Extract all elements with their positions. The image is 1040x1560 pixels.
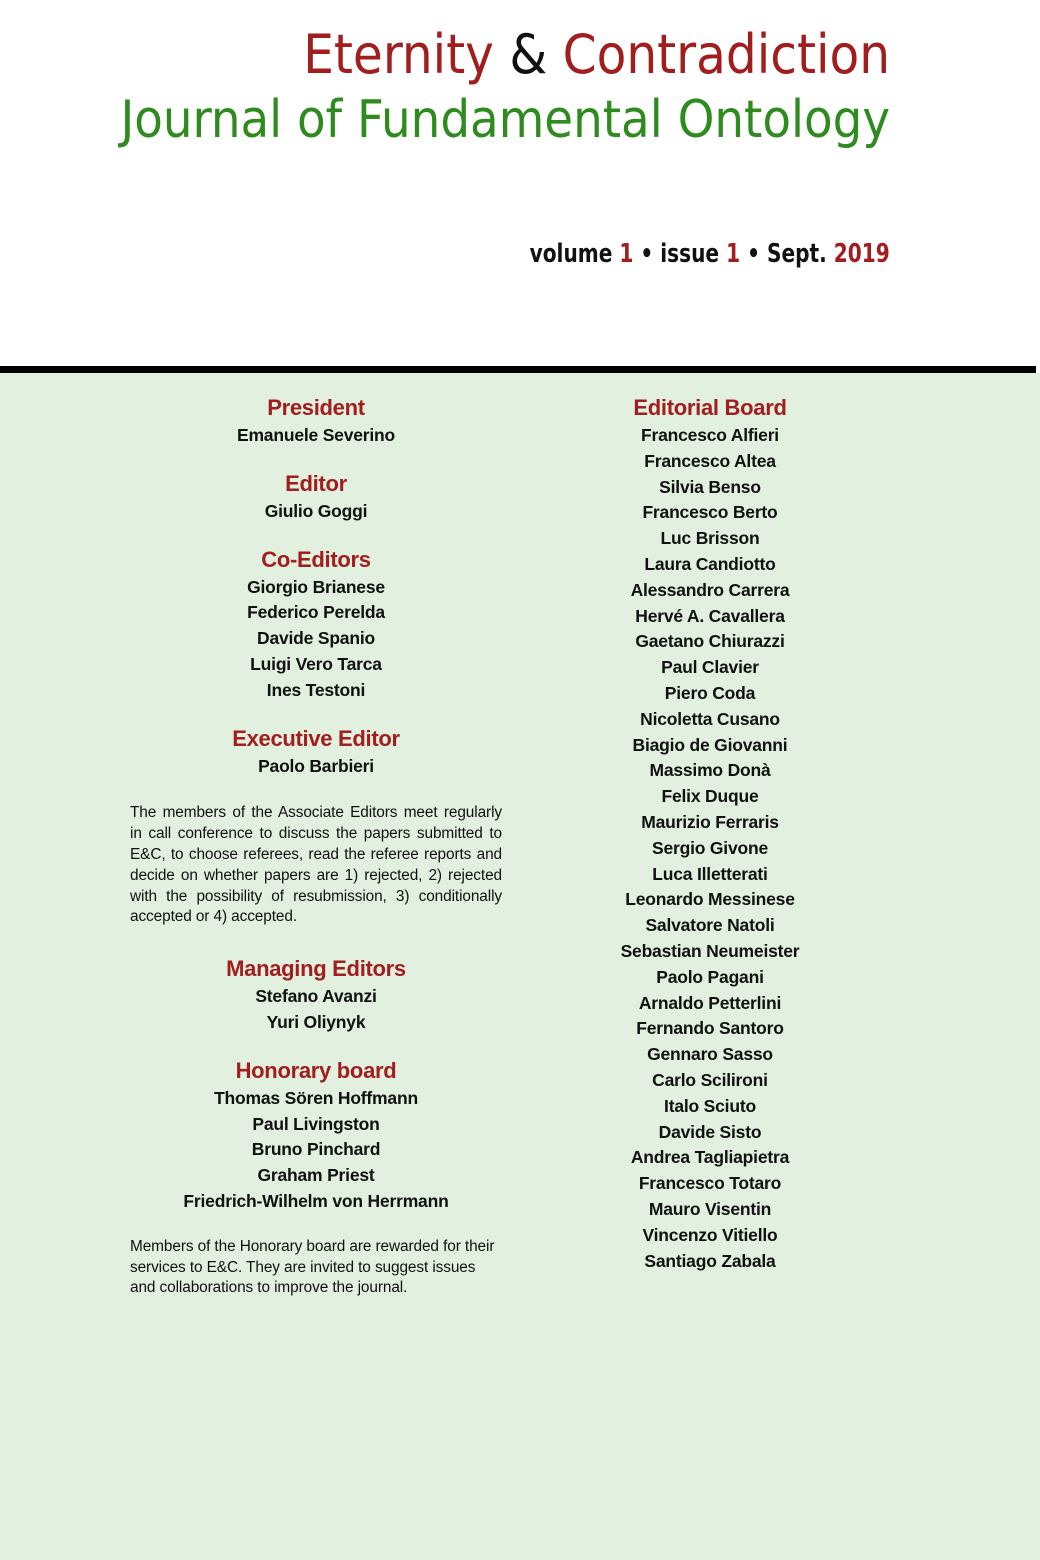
person-name: Hervé A. Cavallera	[635, 605, 785, 626]
person-name: Francesco Alfieri	[641, 425, 779, 445]
separator-bullet: •	[640, 239, 654, 269]
masthead-left-column	[130, 393, 502, 1325]
honorary-board-note: Members of the Honorary board are rewarded for their services to E&C. They are invited to suggest issues and collaborations to improve the journal.	[130, 1237, 495, 1297]
section-president	[130, 393, 502, 449]
person-name: Giulio Goggi	[264, 500, 368, 521]
person-name: Felix Duque	[661, 786, 759, 807]
person-name: Stefano Avanzi	[255, 986, 377, 1007]
section-executive-editor	[130, 724, 502, 780]
person-name: Luigi Vero Tarca	[250, 653, 382, 674]
section-heading: Editorial Board	[633, 395, 787, 420]
person-name: Maurizio Ferraris	[641, 811, 779, 832]
person-name: Salvatore Natoli	[645, 915, 775, 936]
section-managing-editors	[130, 954, 502, 1036]
section-heading: Co-Editors	[261, 546, 371, 572]
separator-bullet: •	[747, 239, 761, 269]
person-name: Gaetano Chiurazzi	[635, 631, 785, 652]
masthead-right-column	[565, 393, 855, 1294]
section-co-editors	[130, 545, 502, 704]
person-name: Mauro Visentin	[648, 1198, 772, 1219]
title-contradiction: Contradiction	[562, 23, 890, 86]
issue-month: Sept.	[767, 239, 828, 269]
section-editor	[130, 469, 502, 525]
person-name: Paul Clavier	[661, 657, 759, 678]
person-name: Biagio de Giovanni	[632, 734, 788, 755]
person-name: Giorgio Brianese	[247, 576, 385, 597]
person-name: Paolo Pagani	[656, 966, 764, 987]
person-name: Sergio Givone	[651, 837, 769, 858]
person-name: Graham Priest	[257, 1165, 375, 1186]
issue-info	[530, 236, 890, 272]
cover-header	[0, 0, 1040, 368]
person-name: Francesco Berto	[642, 502, 778, 523]
person-name: Davide Sisto	[658, 1121, 762, 1142]
volume-label: volume	[529, 239, 613, 269]
person-name: Paolo Barbieri	[258, 755, 374, 776]
issue-label: issue	[660, 239, 720, 269]
person-name: Andrea Tagliapietra	[630, 1147, 790, 1168]
person-name: Emanuele Severino	[236, 425, 396, 445]
person-name: Luc Brisson	[660, 528, 760, 549]
person-name: Massimo Donà	[649, 760, 771, 781]
person-name: Silvia Benso	[659, 476, 761, 497]
section-honorary-board	[130, 1056, 502, 1215]
person-name: Alessandro Carrera	[630, 579, 790, 600]
title-eternity: Eternity	[303, 23, 494, 86]
person-name: Carlo Scilironi	[652, 1069, 768, 1090]
person-name: Arnaldo Petterlini	[638, 992, 782, 1013]
person-name: Yuri Oliynyk	[266, 1011, 366, 1032]
person-name: Francesco Altea	[644, 450, 776, 471]
title-ampersand: &	[509, 23, 548, 86]
issue-number: 1	[726, 239, 741, 269]
person-name: Fernando Santoro	[636, 1018, 784, 1039]
person-name: Leonardo Messinese	[625, 889, 795, 910]
associate-editors-note: The members of the Associate Editors meet regularly in call conference to discuss the papers submitted to E&C, to choose referees, read the referee reports and decide on whether papers are 1) rejected, 2) rejected with the possibility of resubmission, 3) conditionally accepted or 4) accepted.	[130, 804, 502, 926]
section-heading: Editor	[285, 470, 347, 496]
section-heading: Executive Editor	[232, 725, 400, 751]
person-name: Sebastian Neumeister	[620, 940, 800, 961]
person-name: Thomas Sören Hoffmann	[214, 1087, 418, 1108]
person-name: Ines Testoni	[266, 679, 366, 700]
person-name: Luca Illetterati	[652, 863, 768, 884]
person-name: Piero Coda	[664, 682, 756, 703]
person-name: Friedrich-Wilhelm von Herrmann	[183, 1190, 449, 1211]
section-heading: Managing Editors	[226, 956, 406, 982]
volume-number: 1	[619, 239, 634, 269]
person-name: Davide Spanio	[257, 628, 375, 649]
person-name: Italo Sciuto	[664, 1095, 756, 1116]
section-heading: President	[267, 395, 365, 420]
person-name: Laura Candiotto	[644, 553, 776, 574]
person-name: Gennaro Sasso	[647, 1044, 773, 1065]
person-name: Bruno Pinchard	[251, 1139, 381, 1160]
person-name: Francesco Totaro	[638, 1173, 782, 1194]
journal-subtitle: Journal of Fundamental Ontology	[120, 90, 890, 150]
section-heading: Honorary board	[235, 1057, 397, 1083]
section-editorial-board	[565, 393, 855, 1274]
person-name: Nicoletta Cusano	[640, 708, 780, 729]
person-name: Vincenzo Vitiello	[642, 1224, 778, 1245]
issue-year: 2019	[834, 239, 890, 269]
journal-title	[303, 22, 890, 88]
person-name: Santiago Zabala	[644, 1250, 776, 1271]
header-divider	[0, 366, 1036, 373]
person-name: Federico Perelda	[247, 602, 385, 623]
person-name: Paul Livingston	[252, 1113, 380, 1134]
